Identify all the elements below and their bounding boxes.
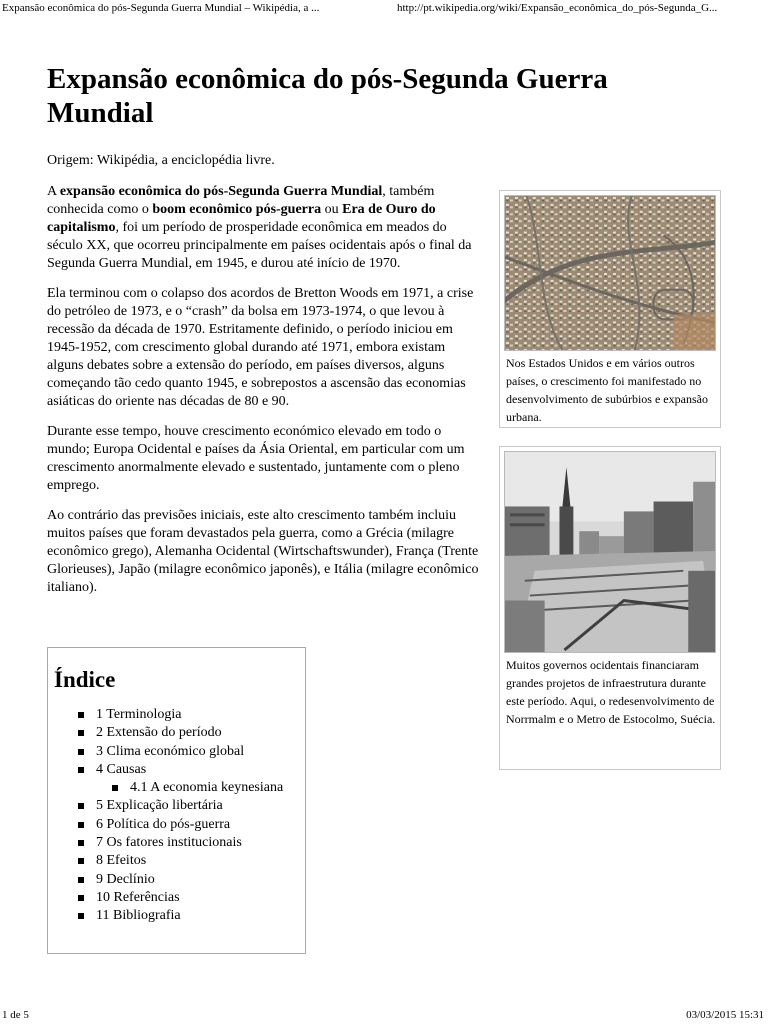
print-date: 03/03/2015 15:31 — [686, 1009, 764, 1021]
paragraph-1 — [47, 183, 481, 273]
print-header-url: http://pt.wikipedia.org/wiki/Expansão_econômica_do_pós-Segunda_G... — [397, 2, 718, 14]
toc-heading: Índice — [54, 667, 116, 692]
toc-item-declinio[interactable]: 9 Declínio — [78, 871, 299, 889]
paragraph-2: Ela terminou com o colapso dos acordos de Bretton Woods em 1971, a crise do petróleo de 1973, e o “crash” da bolsa em 1973-1974, o que levou à recessão da década de 1970. Estritamente definido, o período iniciou em 1945-1952, com crescimento global durando até 1971, embora existam alguns debates sobre a extensão do período, em países diversos, alguns começando tão cedo quanto 1945, e sobrepostos a ascensão das economias asiáticas do oriente nas décadas de 80 e 90. — [47, 286, 474, 409]
p1-text-4: , foi um período de prosperidade econômica em meados do século XX, que ocorreu principalmente em países ocidentais após o final da Segunda Guerra Mundial, em 1945, e durou até início de 1970. — [47, 220, 472, 271]
article-body — [47, 183, 481, 609]
figure-suburbs-caption: Nos Estados Unidos e em vários outros países, o crescimento foi manifestado no desenvolvimento de subúrbios e expansão urbana. — [506, 356, 708, 424]
toc-item-bibliografia[interactable]: 11 Bibliografia — [78, 907, 299, 925]
toc-item-libertaria[interactable]: 5 Explicação libertária — [78, 797, 299, 815]
figure-stockholm — [499, 446, 721, 770]
stockholm-construction-photo[interactable] — [504, 451, 716, 653]
origin-note: Origem: Wikipédia, a enciclopédia livre. — [47, 153, 275, 168]
page-number: 1 de 5 — [2, 1009, 29, 1021]
print-header-title: Expansão econômica do pós-Segunda Guerra Mundial – Wikipédia, a ... — [2, 2, 320, 14]
print-footer — [0, 1006, 768, 1024]
table-of-contents — [47, 647, 306, 954]
page-title: Expansão econômica do pós-Segunda Guerra Mundial — [47, 63, 608, 129]
toc-item-fatores[interactable]: 7 Os fatores institucionais — [78, 834, 299, 852]
toc-item-politica[interactable]: 6 Política do pós-guerra — [78, 816, 299, 834]
p1-text-2: , também conhecida como o — [47, 184, 435, 217]
toc-item-efeitos[interactable]: 8 Efeitos — [78, 852, 299, 870]
toc-item-causas[interactable]: 4 Causas — [78, 761, 299, 779]
suburbs-aerial-photo[interactable] — [504, 195, 716, 351]
p1-bold-3: Era de Ouro do capitalismo — [47, 202, 436, 235]
figure-suburbs — [499, 190, 721, 428]
p1-bold-1: expansão econômica do pós-Segunda Guerra Mundial — [59, 184, 383, 199]
toc-item-clima[interactable]: 3 Clima económico global — [78, 743, 299, 761]
p1-text-1: A — [47, 184, 60, 199]
toc-list — [54, 706, 299, 926]
print-header — [0, 0, 768, 16]
p1-text-3: ou — [321, 202, 343, 217]
toc-item-terminologia[interactable]: 1 Terminologia — [78, 706, 299, 724]
paragraph-3: Durante esse tempo, houve crescimento económico elevado em todo o mundo; Europa Ocidental e países da Ásia Oriental, em particular com um crescimento anormalmente elevado e sustentado, juntamente com o pleno emprego. — [47, 424, 465, 493]
paragraph-4: Ao contrário das previsões iniciais, este alto crescimento também incluiu muitos países que foram devastados pela guerra, como a Grécia (milagre econômico grego), Alemanha Ocidental (Wirtschaftswunder), França (Trente Glorieuses), Japão (milagre econômico japonês), e Itália (milagre econômico italiano). — [47, 508, 479, 595]
toc-item-keynesiana[interactable]: 4.1 A economia keynesiana — [78, 779, 299, 797]
toc-item-extensao[interactable]: 2 Extensão do período — [78, 724, 299, 742]
toc-item-referencias[interactable]: 10 Referências — [78, 889, 299, 907]
figure-stockholm-caption: Muitos governos ocidentais financiaram grandes projetos de infraestrutura durante este período. Aqui, o redesenvolvimento de Norrmalm e o Metro de Estocolmo, Suécia. — [506, 658, 716, 726]
p1-bold-2: boom econômico pós-guerra — [152, 202, 322, 217]
